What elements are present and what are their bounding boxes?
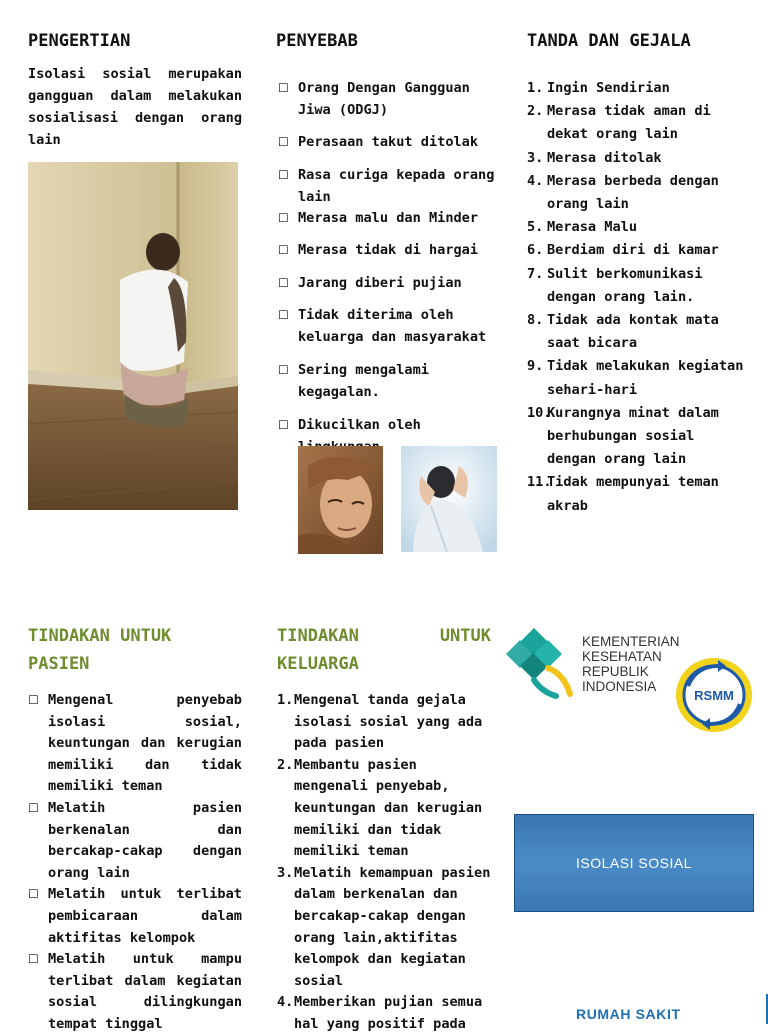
gejala-item-text: Kurangnya minat dalam berhubungan sosial dengan orang lain [547, 404, 719, 468]
kemenkes-line4: INDONESIA [582, 679, 657, 694]
gejala-item-text: Merasa berbeda dengan orang lain [547, 172, 719, 213]
gejala-item [527, 170, 751, 216]
tindakan-pasien-list [28, 690, 242, 1036]
checkbox-icon: ☐ [278, 308, 289, 322]
tindakan-pasien-section [28, 622, 242, 678]
keluarga-item-text: Melatih kemampuan pasien dalam berkenalan dan bercakap-cakap dengan orang lain,aktifitas kelompok dan kegiatan sosial [294, 864, 491, 989]
gejala-item-text: Tidak melakukan kegiatan sehari-hari [547, 358, 744, 398]
penyebab-item-text: Perasaan takut ditolak [298, 134, 479, 150]
gejala-item [527, 100, 751, 146]
pasien-item-text: Melatih untuk terlibat pembicaraan dalam aktifitas kelompok [48, 886, 242, 946]
checkbox-icon: ☐ [278, 276, 289, 290]
keluarga-item-number: 2. [277, 756, 294, 773]
tindakan-pasien-title [28, 622, 242, 678]
pasien-item [28, 949, 242, 1035]
keluarga-item-number: 4. [277, 994, 294, 1011]
penyebab-item [278, 360, 496, 403]
gejala-item-text: Sulit berkomunikasi dengan orang lain. [547, 265, 703, 305]
kemenkes-line1: KEMENTERIAN [582, 634, 680, 649]
kemenkes-line2: KESEHATAN [582, 649, 662, 664]
tindakan-keluarga-title-line1 [277, 622, 491, 650]
checkbox-icon: ☐ [278, 418, 289, 432]
kemenkes-line3: REPUBLIK [582, 664, 649, 679]
keluarga-item [277, 992, 491, 1035]
gejala-item-number: 2. [527, 103, 544, 120]
keluarga-item-text: Memberikan pujian semua hal yang positif pada [294, 994, 483, 1032]
gejala-item [527, 77, 751, 100]
tindakan-keluarga-list [277, 690, 491, 1036]
penyebab-item [278, 240, 496, 262]
cover-footer: RUMAH SAKIT [576, 1006, 681, 1022]
tindakan-pasien-title-line2: PASIEN [28, 654, 90, 674]
gejala-item-number: 4. [527, 172, 544, 189]
checkbox-icon: ☐ [278, 135, 289, 149]
rsmm-logo [674, 656, 754, 734]
gejala-item-text: Tidak mempunyai teman akrab [547, 474, 719, 514]
gejala-item [527, 402, 751, 472]
penyebab-item [278, 305, 496, 348]
gejala-item-number: 9. [527, 358, 544, 375]
penyebab-item [278, 208, 496, 230]
pasien-item [28, 798, 242, 884]
penyebab-item-text: Rasa curiga kepada orang lain [298, 167, 495, 205]
keluarga-item-number: 1. [277, 692, 294, 708]
gejala-item-text: Tidak ada kontak mata saat bicara [547, 312, 719, 352]
pengertian-section [28, 31, 242, 151]
gejala-item-number: 8. [527, 312, 544, 329]
gejala-item-text: Merasa tidak aman di dekat orang lain [547, 103, 711, 143]
gejala-item [527, 147, 751, 170]
gejala-item-number: 1. [527, 80, 544, 96]
penyebab-item-text: Merasa tidak di hargai [298, 242, 479, 258]
pasien-item-text: Mengenal penyebab isolasi sosial, keuntungan dan kerugian memiliki dan tidak memiliki teman [48, 692, 242, 795]
kemenkes-logo [504, 624, 580, 700]
checkbox-icon: ☐ [28, 887, 39, 902]
penyebab-item [278, 78, 496, 121]
checkbox-icon: ☐ [278, 363, 289, 377]
cover-title-box [514, 814, 754, 912]
title-word: UNTUK [439, 626, 491, 646]
gejala-item-number: 6. [527, 242, 544, 259]
tindakan-keluarga-title [277, 622, 491, 678]
gejala-item [527, 239, 751, 262]
keluarga-item-text: Membantu pasien mengenali penyebab, keuntungan dan kerugian memiliki dan tidak memiliki teman [294, 756, 483, 860]
gejala-item [527, 471, 751, 517]
penyebab-item [278, 132, 496, 154]
photo-stressed-man [401, 446, 497, 552]
gejala-item-number: 3. [527, 149, 544, 166]
keluarga-item-text: Mengenal tanda gejala isolasi sosial yang ada pada pasien [294, 692, 483, 752]
gejala-item [527, 216, 751, 239]
gejala-section [527, 31, 757, 51]
checkbox-icon: ☐ [28, 952, 39, 967]
checkbox-icon: ☐ [278, 243, 289, 257]
photo-sad-woman [298, 446, 383, 554]
penyebab-item [278, 273, 496, 295]
title-word: TINDAKAN [277, 626, 359, 646]
gejala-item [527, 263, 751, 309]
penyebab-title: PENYEBAB [276, 31, 358, 51]
penyebab-item-text: Dikucilkan oleh [298, 417, 421, 433]
gejala-title: TANDA DAN GEJALA [527, 31, 691, 51]
pengertian-title: PENGERTIAN [28, 31, 131, 51]
gejala-item-number: 10. [527, 404, 552, 421]
keluarga-item [277, 755, 491, 863]
checkbox-icon: ☐ [278, 211, 289, 225]
pasien-item-text: Melatih untuk mampu terlibat dalam kegiatan sosial dilingkungan tempat tinggal [48, 951, 242, 1032]
gejala-item [527, 309, 751, 355]
gejala-item-number: 5. [527, 219, 544, 236]
gejala-item-text: Berdiam diri di kamar [547, 242, 719, 259]
gejala-item-text: Merasa ditolak [547, 149, 662, 166]
tindakan-pasien-title-line1: TINDAKAN UNTUK [28, 626, 172, 646]
penyebab-item-text: Tidak diterima oleh keluarga dan masyarakat [298, 307, 487, 345]
checkbox-icon: ☐ [278, 168, 289, 182]
keluarga-item-number: 3. [277, 864, 294, 881]
checkbox-icon: ☐ [278, 81, 289, 95]
tindakan-keluarga-section [277, 622, 491, 678]
checkbox-icon: ☐ [28, 800, 39, 815]
penyebab-item-text: Merasa malu dan Minder [298, 210, 479, 226]
photo-man-in-corner [28, 162, 238, 510]
pengertian-text: Isolasi sosial merupakan gangguan dalam melakukan sosialisasi dengan orang lain [28, 66, 242, 148]
pasien-item-text: Melatih pasien berkenalan dan bercakap-cakap dengan orang lain [48, 799, 242, 881]
gejala-item-text: Merasa Malu [547, 219, 638, 236]
pasien-item [28, 690, 242, 798]
pasien-item [28, 884, 242, 949]
gejala-item-number: 11. [527, 474, 552, 491]
gejala-item-text: Ingin Sendirian [547, 80, 670, 96]
keluarga-item [277, 863, 491, 993]
gejala-item-number: 7. [527, 265, 544, 282]
checkbox-icon: ☐ [28, 693, 39, 707]
penyebab-item-text: Sering mengalami kegagalan. [298, 362, 429, 400]
cover-title: ISOLASI SOSIAL [576, 855, 692, 871]
tindakan-keluarga-title-line2: KELUARGA [277, 654, 359, 674]
keluarga-item [277, 690, 491, 755]
penyebab-section [276, 31, 494, 51]
penyebab-item [278, 165, 496, 208]
gejala-list [527, 77, 751, 518]
penyebab-item-text: Jarang diberi pujian [298, 275, 462, 291]
gejala-item [527, 355, 751, 401]
kemenkes-name [582, 634, 680, 694]
penyebab-item-text: Orang Dengan Gangguan Jiwa (ODGJ) [298, 80, 470, 118]
rsmm-logo-text: RSMM [694, 688, 734, 703]
